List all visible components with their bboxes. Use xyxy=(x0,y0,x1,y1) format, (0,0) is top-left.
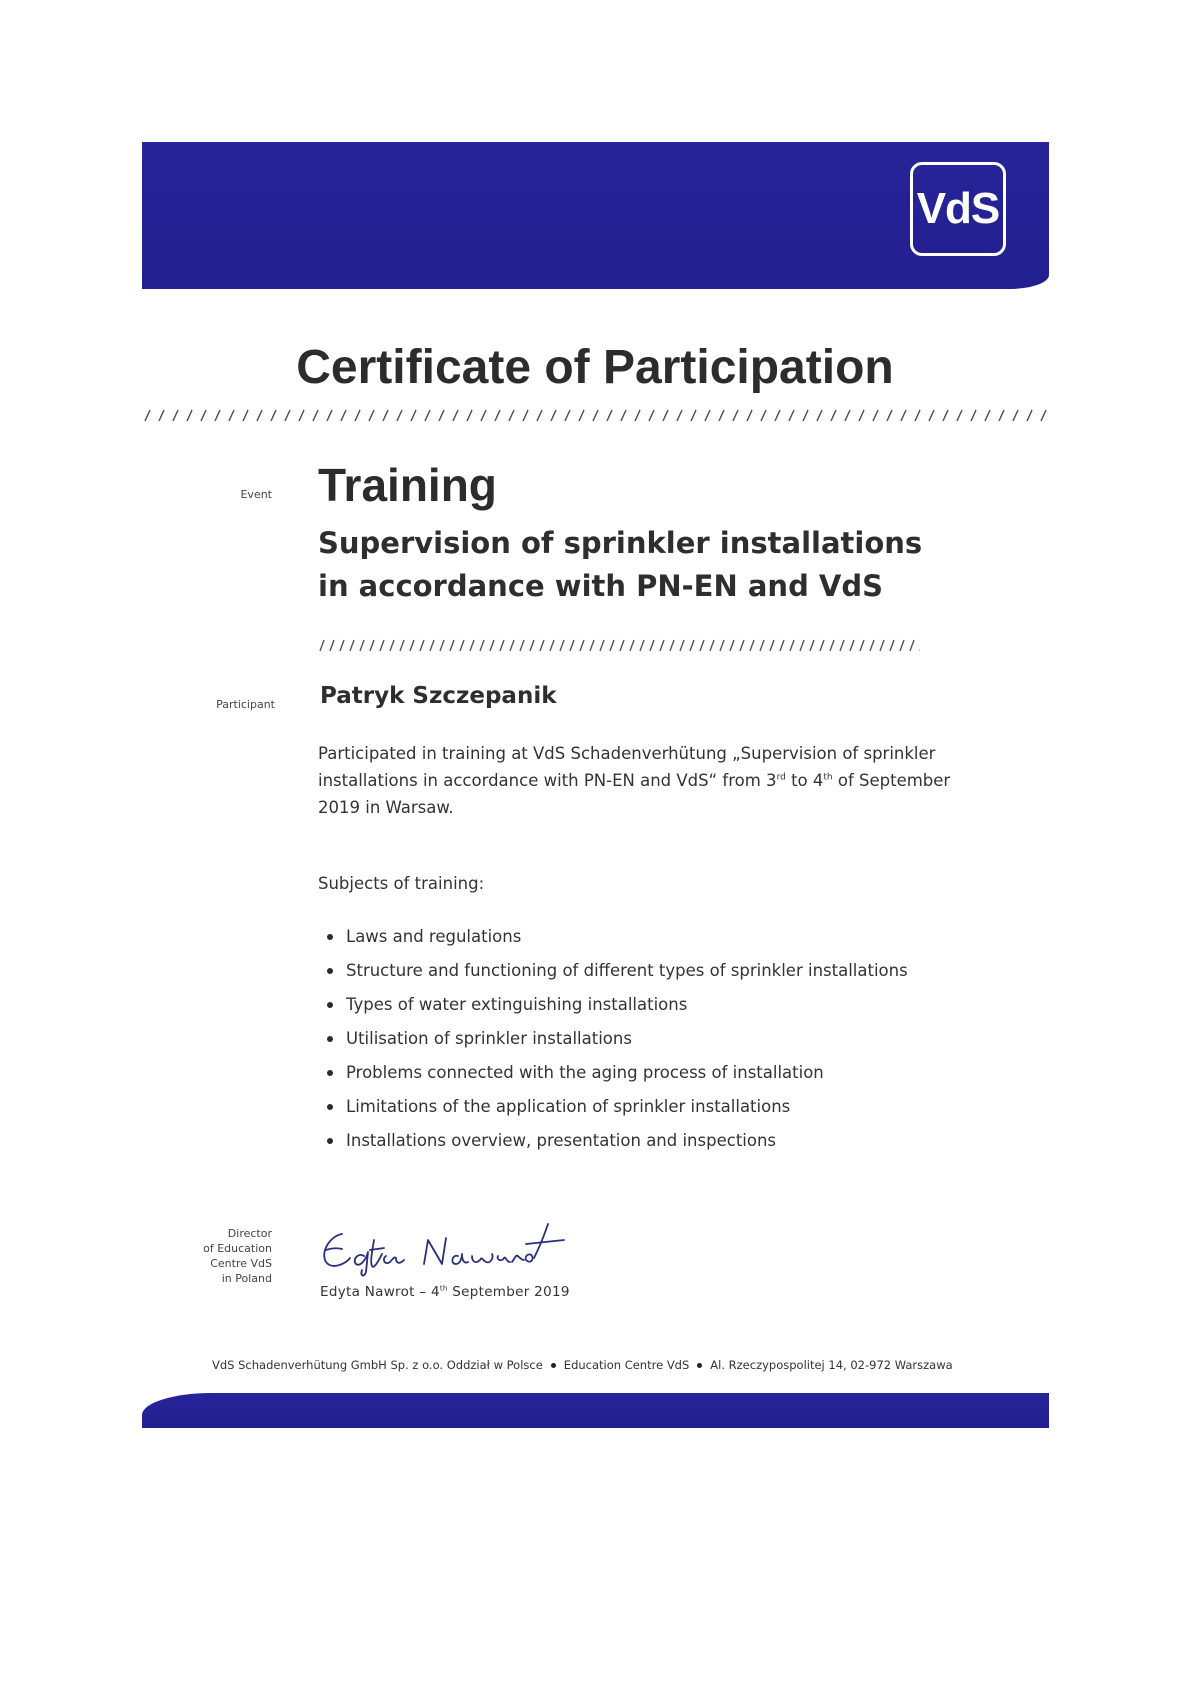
list-item-text: Installations overview, presentation and inspections xyxy=(346,1131,777,1150)
list-item xyxy=(318,1022,908,1056)
description-sup-1: rd xyxy=(776,772,786,783)
event-name-line-1: Supervision of sprinkler installations xyxy=(318,526,923,560)
hatch-divider-middle xyxy=(318,638,920,652)
list-item xyxy=(318,988,908,1022)
description-part-1: Participated in training at VdS Schadenverhütung „Supervision of sprinkler installations in accordance with PN-EN and VdS“ from 3 xyxy=(318,744,936,790)
logo-text: VdS xyxy=(916,184,1000,233)
subjects-heading: Subjects of training: xyxy=(318,874,485,893)
hatch-divider-top xyxy=(142,408,1049,422)
event-name xyxy=(318,522,958,608)
participant-label: Participant xyxy=(216,698,275,711)
list-item-text: Utilisation of sprinkler installations xyxy=(346,1029,632,1048)
participant-name: Patryk Szczepanik xyxy=(320,683,557,709)
list-item xyxy=(318,1056,908,1090)
list-item xyxy=(318,954,908,988)
bullet-icon xyxy=(327,1070,333,1076)
signer-line xyxy=(320,1284,570,1300)
footer-address xyxy=(212,1358,953,1372)
subjects-list xyxy=(318,920,908,1158)
event-name-line-2: in accordance with PN-EN and VdS xyxy=(318,569,884,603)
list-item-text: Problems connected with the aging process of installation xyxy=(346,1063,824,1082)
vds-logo xyxy=(910,162,1006,256)
signer-line-prefix: Edyta Nawrot – 4 xyxy=(320,1284,440,1300)
list-item-text: Structure and functioning of different types of sprinkler installations xyxy=(346,961,908,980)
footer-street-address: Al. Rzeczypospolitej 14, 02-972 Warszawa xyxy=(710,1358,953,1372)
event-type: Training xyxy=(318,459,497,511)
hatch-divider-middle-graphic xyxy=(318,638,920,652)
bullet-icon xyxy=(327,1138,333,1144)
list-item-text: Types of water extinguishing installations xyxy=(346,995,688,1014)
bullet-icon xyxy=(327,1002,333,1008)
bullet-icon xyxy=(327,934,333,940)
bullet-icon xyxy=(327,1104,333,1110)
participation-description xyxy=(318,740,958,821)
signer-line-sup: th xyxy=(439,1284,448,1293)
list-item xyxy=(318,1124,908,1158)
footer-band xyxy=(142,1393,1049,1428)
hatch-divider-top-graphic xyxy=(142,408,1049,422)
bullet-separator-icon xyxy=(551,1363,556,1368)
list-item xyxy=(318,920,908,954)
list-item-text: Limitations of the application of sprinkler installations xyxy=(346,1097,791,1116)
certificate-title: Certificate of Participation xyxy=(296,341,894,394)
signatory-role: Director of Education Centre VdS in Poland xyxy=(203,1227,272,1285)
list-item xyxy=(318,1090,908,1124)
signer-line-suffix: September 2019 xyxy=(447,1284,570,1300)
bullet-icon xyxy=(327,968,333,974)
bullet-separator-icon xyxy=(697,1363,702,1368)
footer-education-centre: Education Centre VdS xyxy=(563,1358,690,1372)
description-part-2: to 4 xyxy=(785,771,824,790)
list-item-text: Laws and regulations xyxy=(346,927,522,946)
bullet-icon xyxy=(327,1036,333,1042)
description-sup-2: th xyxy=(823,772,833,783)
event-label: Event xyxy=(240,488,272,501)
footer-company: VdS Schadenverhütung GmbH Sp. z o.o. Oddział w Polsce xyxy=(212,1358,543,1372)
description-part-3: of September 2019 in Warsaw. xyxy=(318,771,951,817)
handwritten-signature xyxy=(312,1212,572,1282)
